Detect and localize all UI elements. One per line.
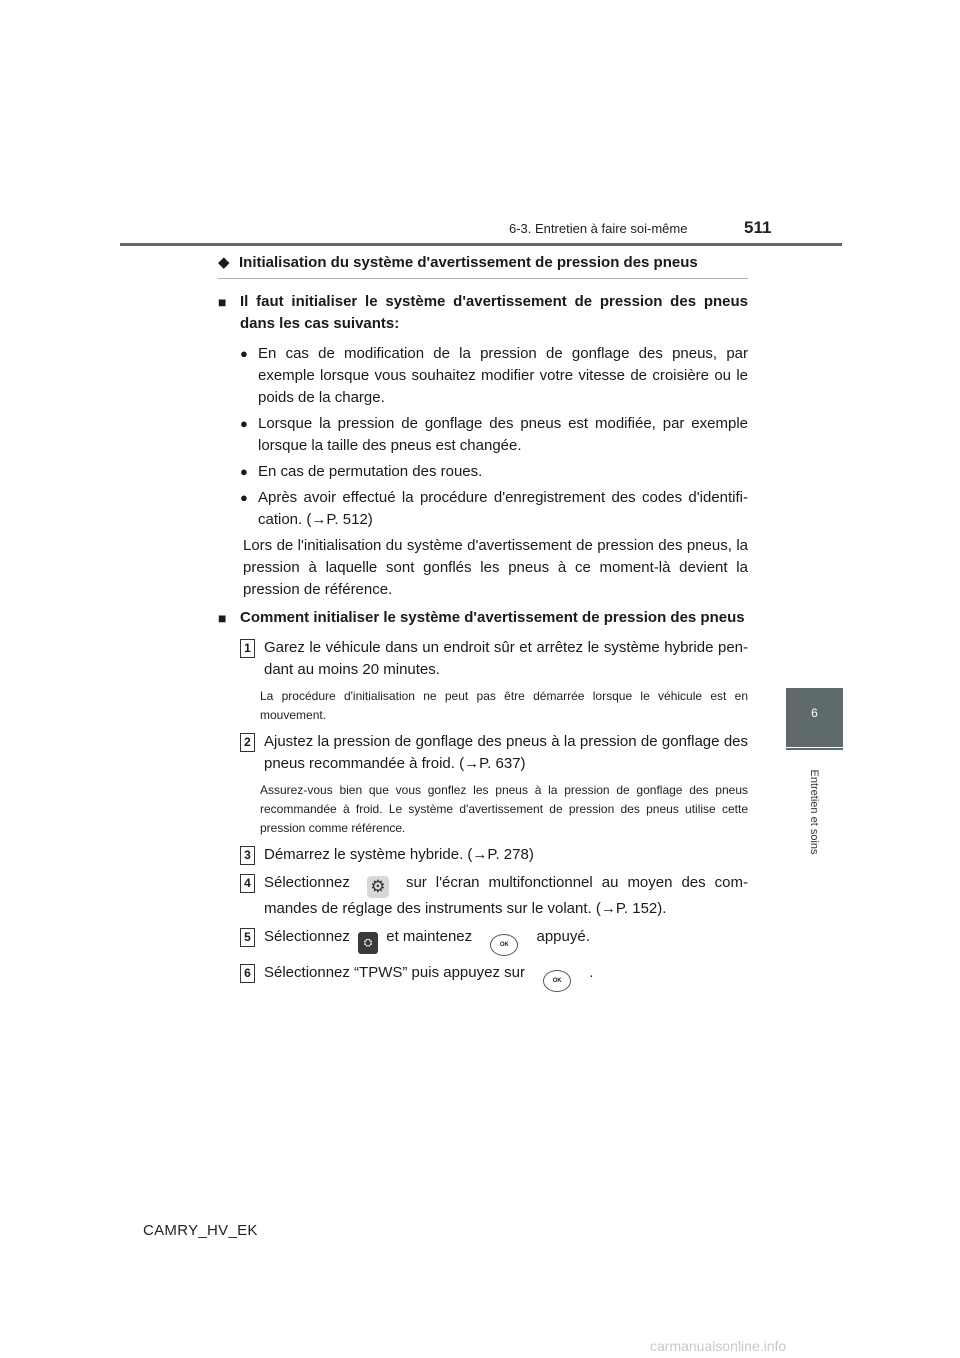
bullet-dot-icon: ● <box>240 346 248 361</box>
step-number: 5 <box>240 928 255 947</box>
footer-watermark-url[interactable]: carmanualsonline.info <box>650 1338 787 1354</box>
section-title <box>218 252 748 279</box>
bullet-dot-icon: ● <box>240 490 248 505</box>
vehicle-settings-icon: ⛭ <box>358 932 378 954</box>
info-paragraph: Lors de l'initialisation du système d'avertissement de pression des pneus, la pression à laquelle sont gonflés les pneus à ce moment-là devient la pression de référence. <box>243 537 748 598</box>
step-note: La procédure d'initialisation ne peut pas être démarrée lorsque le véhicule est en mouvement. <box>260 689 748 722</box>
step-number: 4 <box>240 874 255 893</box>
header-section-title: 6-3. Entretien à faire soi-même <box>509 221 688 236</box>
step-number: 2 <box>240 733 255 752</box>
header-rule <box>120 243 842 246</box>
step-1: 1 Garez le véhicule dans un endroit sûr et arrêtez le système hybride pen-dant au moins 20 minutes. <box>240 637 748 681</box>
list-item: ● Lorsque la pression de gonflage des pneus est modifiée, par exemple lorsque la taille des pneus est changée. <box>240 413 748 457</box>
model-code: CAMRY_HV_EK <box>143 1222 258 1239</box>
diamond-icon: ◆ <box>218 254 230 271</box>
chapter-tab-label: Entretien et soins <box>808 769 820 855</box>
step-2: 2 Ajustez la pression de gonflage des pneus à la pression de gonflage des pneus recommandée à froid. (→P. 637) <box>240 731 748 775</box>
step-number: 3 <box>240 846 255 865</box>
step-4: 4 Sélectionnez ⚙ sur l'écran multifonctionnel au moyen des com-mandes de réglage des instruments sur le volant. (→P. 152). <box>240 872 748 920</box>
ok-button-icon: OK <box>490 934 518 956</box>
main-content <box>218 252 748 992</box>
settings-gear-icon: ⚙ <box>367 876 389 898</box>
list-item: ● En cas de permutation des roues. <box>240 461 748 483</box>
chapter-tab-divider <box>786 748 843 750</box>
step-number: 1 <box>240 639 255 658</box>
ok-button-icon: OK <box>543 970 571 992</box>
square-bullet-icon: ■ <box>218 294 227 310</box>
step-3: 3 Démarrez le système hybride. (→P. 278) <box>240 844 748 866</box>
bullet-dot-icon: ● <box>240 416 248 431</box>
bullet-dot-icon: ● <box>240 464 248 479</box>
chapter-tab-number: 6 <box>811 706 818 720</box>
page-number: 511 <box>744 218 772 237</box>
subsection-heading: ■ Comment initialiser le système d'avertissement de pression des pneus <box>218 607 748 629</box>
list-item: ● En cas de modification de la pression de gonflage des pneus, par exemple lorsque vous souhaitez modifier votre vitesse de croisière ou le poids de la charge. <box>240 343 748 409</box>
step-note: Assurez-vous bien que vous gonflez les pneus à la pression de gonflage des pneus recommandée à froid. Le système d'avertissement de pression des pneus utilise cette pression comme référence. <box>260 783 748 835</box>
square-bullet-icon: ■ <box>218 610 227 626</box>
step-5: 5 Sélectionnez ⛭ et maintenez OK appuyé. <box>240 926 748 956</box>
section-title-text: Initialisation du système d'avertissement de pression des pneus <box>239 254 698 271</box>
list-item: ● Après avoir effectué la procédure d'enregistrement des codes d'identifi-cation. (→P. 512) <box>240 487 748 531</box>
subsection-heading: ■ Il faut initialiser le système d'avertissement de pression des pneus dans les cas suivants: <box>218 291 748 335</box>
step-number: 6 <box>240 964 255 983</box>
step-6: 6 Sélectionnez “TPWS” puis appuyez sur OK . <box>240 962 748 992</box>
